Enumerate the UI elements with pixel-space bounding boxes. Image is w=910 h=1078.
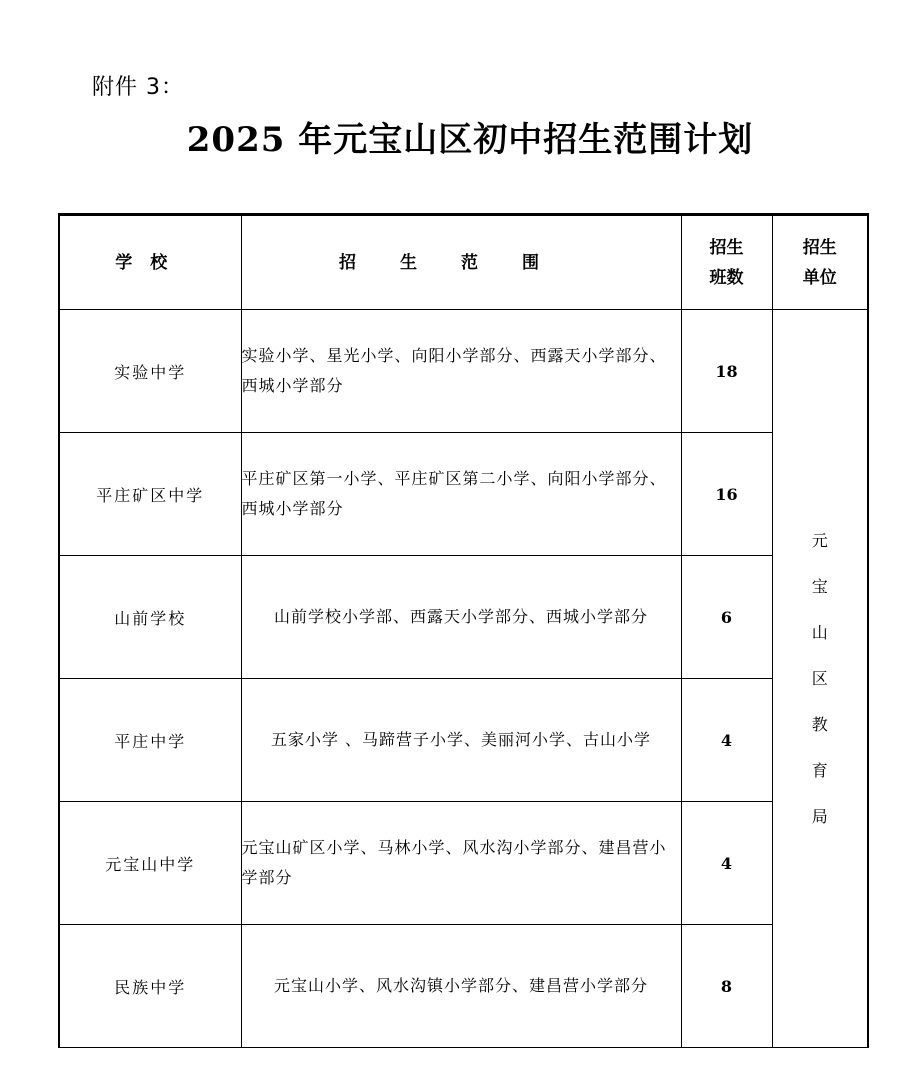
class-count: 8: [681, 925, 772, 1048]
header-unit-line2: 单位: [802, 267, 837, 288]
header-school: [59, 215, 241, 310]
class-count: 16: [681, 433, 772, 556]
class-count: 4: [681, 802, 772, 925]
unit-char: 教: [811, 714, 828, 734]
class-count: 6: [681, 556, 772, 679]
header-unit: [772, 215, 868, 310]
unit-char: 山: [811, 622, 828, 642]
enrollment-unit: [772, 310, 868, 1048]
school-name: 民族中学: [59, 925, 241, 1048]
enrollment-plan-table: [58, 213, 869, 1048]
table-row: [59, 925, 868, 1048]
header-school-label: 学校: [115, 252, 186, 273]
unit-char: 局: [811, 806, 828, 826]
header-unit-line1: 招生: [802, 237, 837, 258]
school-name: 山前学校: [59, 556, 241, 679]
header-classes-line2: 班数: [709, 267, 744, 288]
enrollment-scope: 平庄矿区第一小学、平庄矿区第二小学、向阳小学部分、西城小学部分: [241, 433, 681, 556]
enrollment-scope: 元宝山矿区小学、马林小学、风水沟小学部分、建昌营小学部分: [241, 802, 681, 925]
attachment-label: 附件 3：: [92, 75, 184, 100]
header-classes: [681, 215, 772, 310]
header-scope: [241, 215, 681, 310]
table-row: [59, 310, 868, 433]
school-name: 元宝山中学: [59, 802, 241, 925]
class-count: 4: [681, 679, 772, 802]
unit-char: 区: [811, 668, 828, 688]
header-scope-label: 招生范围: [339, 252, 583, 273]
class-count: 18: [681, 310, 772, 433]
enrollment-scope: 山前学校小学部、西露天小学部分、西城小学部分: [241, 556, 681, 679]
unit-char: 元: [811, 530, 828, 550]
table-row: [59, 433, 868, 556]
table-row: [59, 679, 868, 802]
table-header-row: [59, 215, 868, 310]
table-row: [59, 556, 868, 679]
school-name: 实验中学: [59, 310, 241, 433]
enrollment-scope: 实验小学、星光小学、向阳小学部分、西露天小学部分、西城小学部分: [241, 310, 681, 433]
table-row: [59, 802, 868, 925]
school-name: 平庄矿区中学: [59, 433, 241, 556]
enrollment-scope: 元宝山小学、风水沟镇小学部分、建昌营小学部分: [241, 925, 681, 1048]
school-name: 平庄中学: [59, 679, 241, 802]
header-classes-line1: 招生: [709, 237, 744, 258]
enrollment-scope: 五家小学 、马蹄营子小学、美丽河小学、古山小学: [241, 679, 681, 802]
document-title: 2025 年元宝山区初中招生范围计划: [186, 120, 754, 160]
unit-char: 宝: [811, 576, 828, 596]
unit-char: 育: [811, 760, 828, 780]
